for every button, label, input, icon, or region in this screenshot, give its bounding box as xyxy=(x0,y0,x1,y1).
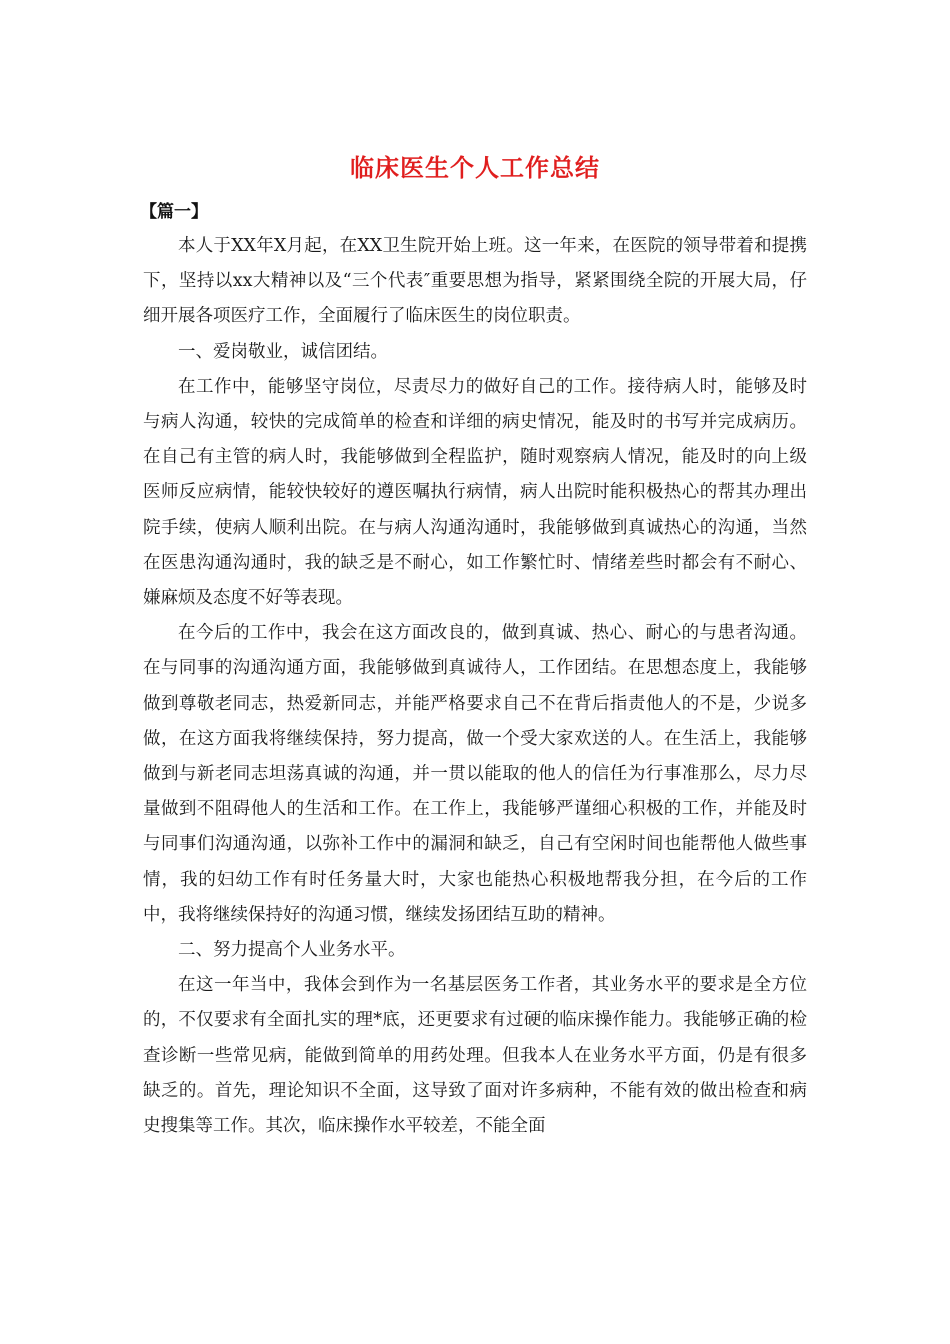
document-title: 临床医生个人工作总结 xyxy=(350,153,600,182)
document-body xyxy=(143,229,807,1144)
paragraph-skills: 在这一年当中，我体会到作为一名基层医务工作者，其业务水平的要求是全方位的，不仅要求有全面扎实的理*底，还更要求有过硬的临床操作能力。我能够正确的检查诊断一些常见病，能做到简单的用药处理。但我本人在业务水平方面，仍是有很多缺乏的。首先，理论知识不全面，这导致了面对许多病种，不能有效的做出检查和病史搜集等工作。其次，临床操作水平较差，不能全面 xyxy=(143,975,807,1137)
heading-one: 一、爱岗敬业，诚信团结。 xyxy=(178,341,388,362)
paragraph-future: 在今后的工作中，我会在这方面改良的，做到真诚、热心、耐心的与患者沟通。在与同事的沟通沟通方面，我能够做到真诚待人，工作团结。在思想态度上，我能够做到尊敬老同志，热爱新同志，并能严格要求自己不在背后指责他人的不是，少说多做，在这方面我将继续保持，努力提高，做一个受大家欢送的人。在生活上，我能够做到与新老同志坦荡真诚的沟通，并一贯以能取的他人的信任为行事准那么，尽力尽量做到不阻碍他人的生活和工作。在工作上，我能够严谨细心积极的工作，并能及时与同事们沟通沟通，以弥补工作中的漏洞和缺乏，自己有空闲时间也能帮他人做些事情，我的妇幼工作有时任务量大时，大家也能热心积极地帮我分担，在今后的工作中，我将继续保持好的沟通习惯，继续发扬团结互助的精神。 xyxy=(143,623,807,925)
heading-two: 二、努力提高个人业务水平。 xyxy=(178,940,406,961)
paragraph-intro: 本人于XX年X月起，在XX卫生院开始上班。这一年来，在医院的领导带着和提携下，坚持以xx大精神以及“三个代表″重要思想为指导，紧紧围绕全院的开展大局，仔细开展各项医疗工作，全面履行了临床医生的岗位职责。 xyxy=(143,236,807,327)
paragraph-work: 在工作中，能够坚守岗位，尽责尽力的做好自己的工作。接待病人时，能够及时与病人沟通，较快的完成简单的检查和详细的病史情况，能及时的书写并完成病历。在自己有主管的病人时，我能够做到全程监护，随时观察病人情况，能及时的向上级医师反应病情，能较快较好的遵医嘱执行病情，病人出院时能积极热心的帮其办理出院手续，使病人顺利出院。在与病人沟通沟通时，我能够做到真诚热心的沟通，当然在医患沟通沟通时，我的缺乏是不耐心，如工作繁忙时、情绪差些时都会有不耐心、嫌麻烦及态度不好等表现。 xyxy=(143,376,807,609)
section-label: 【篇一】 xyxy=(140,202,208,222)
